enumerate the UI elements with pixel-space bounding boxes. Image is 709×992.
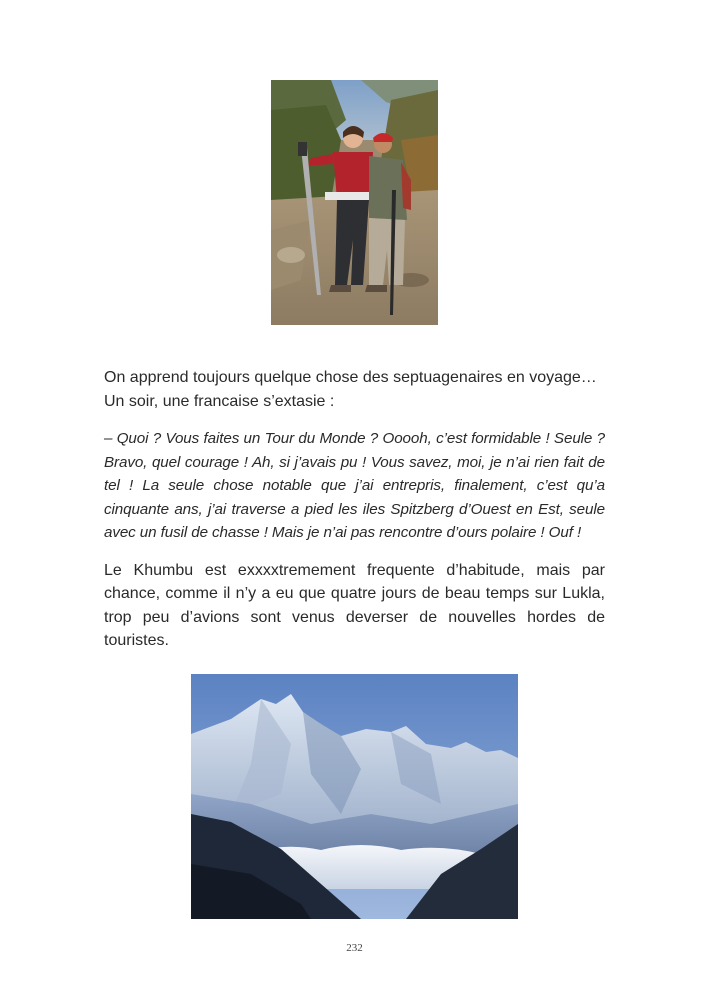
paragraph-quote: – Quoi ? Vous faites un Tour du Monde ? Ooooh, c’est formidable ! Seule ? Bravo, quel courage ! Ah, si j’avais pu ! Vous savez, moi, je n’ai rien fait de tel ! La seule chose notable que j’ai entrepris, finalement, c’est qu’a cinquante ans, j’ai traverse a pied les iles Spitzberg d’Ouest en Est, seule avec un fusil de chasse ! Mais je n’ai pas rencontre d’ours polaire ! Ouf ! — [104, 430, 605, 541]
trekkers-photo-illustration — [271, 80, 438, 325]
paragraph-intro: On apprend toujours quelque chose des septuagenaires en voyage… Un soir, une francaise s’extasie : — [104, 369, 597, 410]
paragraph-khumbu: Le Khumbu est exxxxtremement frequente d’habitude, mais par chance, comme il n’y a eu que quatre jours de beau temps sur Lukla, trop peu d’avions sont venus deverser de nouvelles hordes de touristes. — [104, 561, 605, 649]
body-text — [104, 366, 605, 667]
mountain-photo-illustration — [191, 674, 518, 919]
mountain-photo — [191, 674, 518, 919]
trekkers-photo — [271, 80, 438, 325]
page-number: 232 — [346, 942, 363, 954]
